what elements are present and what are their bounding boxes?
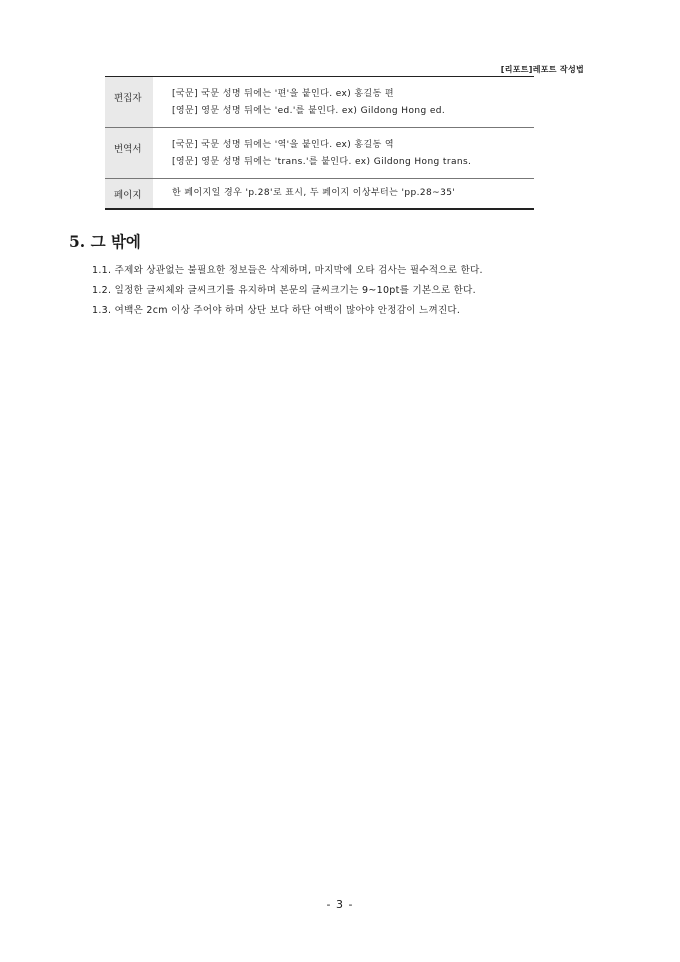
row-content: [153, 179, 534, 208]
row-label: 편집자: [105, 77, 153, 127]
list-item: 1.2. 일정한 글씨체와 글씨크기를 유지하며 본문의 글씨크기는 9~10pt를 기본으로 한다.: [92, 285, 476, 296]
table-row-translation: [105, 127, 534, 178]
list-item: 1.3. 여백은 2cm 이상 주어야 하며 상단 보다 하단 여백이 많아야 안정감이 느껴진다.: [92, 305, 461, 316]
section-items: [92, 261, 483, 321]
row-content: [153, 77, 534, 127]
citation-table: [105, 76, 534, 210]
table-row-editor: [105, 77, 534, 127]
row-label: 페이지: [105, 179, 153, 208]
list-item: 1.1. 주제와 상관없는 불필요한 정보들은 삭제하며, 마지막에 오타 검사는 필수적으로 한다.: [92, 265, 483, 276]
content-line: [국문] 국문 성명 뒤에는 '편'을 붙인다. ex) 홍길동 편: [172, 89, 395, 99]
content-line: [영문] 영문 성명 뒤에는 'ed.'를 붙인다. ex) Gildong Hong ed.: [172, 106, 446, 116]
content-line: [국문] 국문 성명 뒤에는 '역'을 붙인다. ex) 홍길동 역: [172, 140, 395, 150]
row-content: [153, 128, 534, 178]
page-number: - 3 -: [326, 898, 354, 911]
section-heading: 5. 그 밖에: [69, 232, 141, 251]
content-line: 한 페이지일 경우 'p.28'로 표시, 두 페이지 이상부터는 'pp.28~35': [172, 188, 456, 198]
row-label: 번역서: [105, 128, 153, 178]
table-row-page: [105, 178, 534, 208]
running-header: [리포트]레포트 작성법: [500, 65, 584, 74]
content-line: [영문] 영문 성명 뒤에는 'trans.'를 붙인다. ex) Gildong Hong trans.: [172, 157, 472, 167]
